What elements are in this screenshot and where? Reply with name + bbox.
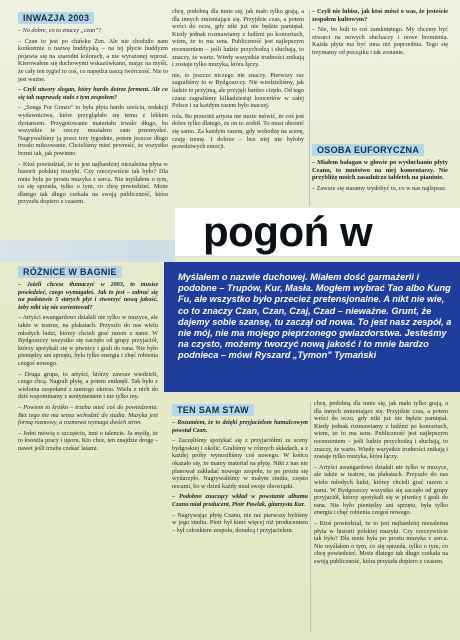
paragraph: – Powiem to krótko – trzeba mieć coś do powiedzenia. Bez tego nie ma sensu wchodzić do studia. Muzyka jest formą rozmowy, a rozmowa wymaga dwóch stron. [18, 403, 158, 427]
paragraph: chcę, podobną dla mnie się, jak mało tylko grają, a dla innych zmieniające się. Przyjdzie czas, a potem wróci do oczu, gdy nikt już nie będzie pamiętał. Kiedy jednak rozmawiamy z ludźmi po koncertach, wiem, że to ma sens. Publiczność jest najlepszym recenzentem – jeśli ludzie przychodzą i słuchają, to znaczy, że warto. Wtedy wszystkie trudności znikają i zostaje tylko muzyka, która łączy. [172, 8, 304, 69]
paragraph: – „Songs For Gonzo" to była płyta hardo sześciu, redakcji wydawnictwa, które przyglądało się temu z lekkim dystansem. Przygotowanie materiału trwało długo, bo wszystkie te rzeczy musiałem sam przemyśleć. Nagrywaliśmy ją przez trzy tygodnie, potem jeszcze długo trwało miksowanie. Chcieliśmy mieć pewność, że wszystko brzmi tak, jak powinno. [18, 104, 168, 157]
right-column [312, 8, 448, 136]
paragraph: – Jedni mówią o szczęściu, inni o talencie. Ja myślę, że to kwestia pracy i uporu. Kto chce, ten znajdzie drogę – nawet jeśli trzeba czekać latami. [18, 429, 158, 452]
middle-column [172, 8, 304, 206]
paragraph: nie, to jeszcze niczego nie znaczy. Pierwszy raz zagraliśmy to w Bydgoszczy. Nie wiedzieliśmy, jak ludzie to przyjmą, ale przyjęli bardzo ciepło. Od tego czasu zagraliśmy kilkadziesiąt koncertów w całej Polsce i za każdym razem było inaczej. [172, 71, 304, 110]
paragraph: – Zawsze się staramy wydobyć to, co w nas najlepsze. [312, 184, 447, 192]
left-column [18, 8, 168, 240]
paragraph: – Artyści awangardowi działali nie tylko w muzyce, ale także w teatrze, na plakatach. Przyszło do nas wielu młodych ludzi, którzy chcieli grać razem z nami. W Bydgoszczy wszystko się zaczęło od grupy przyjaciół, którzy spotykali się w piwnicy i grali do rana. Nie było pieniędzy ani sprzętu, była tylko energia i chęć robienia czegoś nowego. [18, 314, 158, 367]
photo-strip [0, 240, 175, 262]
paragraph: chcę, podobną dla mnie się, jak mało tylko grają, a dla innych zmieniające się. Przyjdzie czas, a potem wróci do oczu, gdy nikt już nie będzie pamiętał. Kiedy jednak rozmawiamy z ludźmi po koncertach, wiem, że to ma sens. Publiczność jest najlepszym recenzentem – jeśli ludzie przychodzą i słuchają, to znaczy, że warto. Wtedy wszystkie trudności znikają i zostaje tylko muzyka, która łączy. [314, 400, 448, 461]
paragraph: – Rozumiem, że to dzięki przyjacielom hamulcowym powstał Czan. [172, 419, 308, 434]
paragraph: – Ktoś powiedział, że to jest najbardziej niezależna płyta w historii polskiej muzyki. Czy rzeczywiście tak było? Dla mnie była po prostu muzyka z serca. Nie myślałem o tym, co się sprzeda, tylko o tym, co chcę powiedzieć. Może dlatego tak długo czekała na swoją publiczność, która przyszła dopiero z czasem. [314, 519, 448, 565]
heading-roznice: RÓŻNICE W BAGNIE [18, 266, 122, 278]
paragraph: – Druga grupa, to artyści, którzy zawsze wiedzieli, czego chcą. Nagrali płytę, a potem zniknęli. Tak było z wieloma zespołami z tamtego okresu. Wielu z nich do dziś wspominamy z sentymentem i nie tylko my. [18, 370, 158, 401]
heading-ten-sam-staw: TEN SAM STAW [172, 404, 254, 416]
paragraph: – Czyli nie lubisz, jak ktoś mówi o was, że jesteście zespołem kultowym? [312, 8, 448, 23]
pull-quote-box [164, 262, 460, 392]
left-column-lower [18, 262, 158, 634]
paragraph: – Miałem bałagan w głowie po wysłuchaniu płyty Czanu, to mnóstwo na niej komentarzy. Nie przybliżę moich zasadniczo tabletek na pianinie. [312, 159, 448, 182]
paragraph: – Czan to jest po chińsku Zen. Ale nie chodziło nam konkretnie o nazwę buddyjską – na tej płycie buddyzm pojawia się na szarodni kolorach, a nie wyrażonej wprost. Kierowałem się duchowymi wskazówkami, mając na myśli, że cały ten tygiel to coś, co napędza naszą twórczość. Nie to jest ważne. [18, 37, 168, 83]
banner-headline: pogoń w [175, 208, 460, 256]
lower-middle-column [172, 400, 308, 634]
paragraph: – Zaczęliśmy spotykać się z przyjaciółmi ze sceny bydgoskiej i okolic. Graliśmy w różnych składach, a z każdej próby wynosiliśmy coś nowego. W końcu okazało się, że mamy materiał na płytę. Nikt z nas nie planował zakładać nowego zespołu, to po prostu się wydarzyło. Nagrywaliśmy w małym studiu, często nocami, bo w dzień każdy miał swoje obowiązki. [172, 437, 308, 490]
paragraph: – Jeżeli chcesz tłumaczyć w 2003, to musisz powiedzieć, czego wymagałeś. Jak to jest – zabrać się na podstawie 5 starych płyt i stworzyć nową jakość, żeby nikt się nie zorientował? [18, 281, 158, 311]
heading-osoba: OSOBA EUFORYCZNA [312, 144, 424, 156]
paragraph: – Czyli utwory slogan, który hardo dotrze ferment. Ale co się tak naprawdę stało z tym zespołem? [18, 86, 168, 101]
heading-inwazja: INWAZJA 2003 [18, 12, 94, 24]
lower-right-column [314, 400, 448, 634]
paragraph: rola. Bo przecież artysta nie może mówić, że coś jest dobre tylko dlatego, że on to zrobił. To musi obronić się samo. Za każdym razem, gdy wchodzę na scenę, czuję tremę. I dobrze – bez niej nie byłoby prawdziwych emocji. [172, 112, 304, 151]
column-divider [309, 10, 310, 206]
paragraph: – Ktoś powiedział, że to jest najbardziej niezależna płyta w historii polskiej muzyki. Czy rzeczywiście tak było? Dla mnie była po prostu muzyka z serca. Nie myślałem o tym, co się sprzeda, tylko o tym, co chcę powiedzieć. Może dlatego tak długo czekała na swoją publiczność, która przyszła dopiero z czasem. [18, 160, 168, 206]
paragraph: – Podobno znaczący wkład w powstanie albumu Czanu miał producent, Piotr Pawlak, gitarzysta Kur. [172, 493, 308, 508]
paragraph: – Nie, bo kult to coś zamkniętego. My chcemy być otwarci na nowych słuchaczy i nowe brzmienia. Każda płyta ma być inna niż poprzednia. Tego się trzymamy od początku i tak zostanie. [312, 26, 448, 56]
column-divider [310, 402, 311, 632]
right-column-osoba [312, 140, 448, 206]
pull-quote-text: Myślałem o nazwie duchowej. Miałem dość garmażerii i podobne – Trupów, Kur, Masła. Mogłem wybrać Tao albo Kung Fu, ale wszystko było przecież pretensjonalne. A nikt nie wie, co to znaczy Czan, Czan, Czaj, Czad – nieważne. Grunt, że dajemy sobie szansę, tu zaczął od nowa. To jest nasz zespół, a nie mój, nie ma mojego pieprzonego gwiazdorstwa. Jesteśmy na czysto, możemy tworzyć nową jakość i to mnie bardzo podnieca – mówi Ryszard „Tymon" Tymański [178, 272, 452, 361]
paragraph: – Nagrywając płytę Czanu, nie raz pierwszy byliśmy w jego studiu. Piotr był kimś więcej niż producentem – był członkiem zespołu, doradcą i przyjacielem. [172, 511, 308, 534]
paragraph: – Artyści awangardowi działali nie tylko w muzyce, ale także w teatrze, na plakatach. Przyszło do nas wielu młodych ludzi, którzy chcieli grać razem z nami. W Bydgoszczy wszystko się zaczęło od grupy przyjaciół, którzy spotykali się w piwnicy i grali do rana. Nie było pieniędzy ani sprzętu, była tylko energia i chęć robienia czegoś nowego. [314, 463, 448, 517]
paragraph: – No dobre, co to znaczy „czan"? [18, 27, 101, 34]
